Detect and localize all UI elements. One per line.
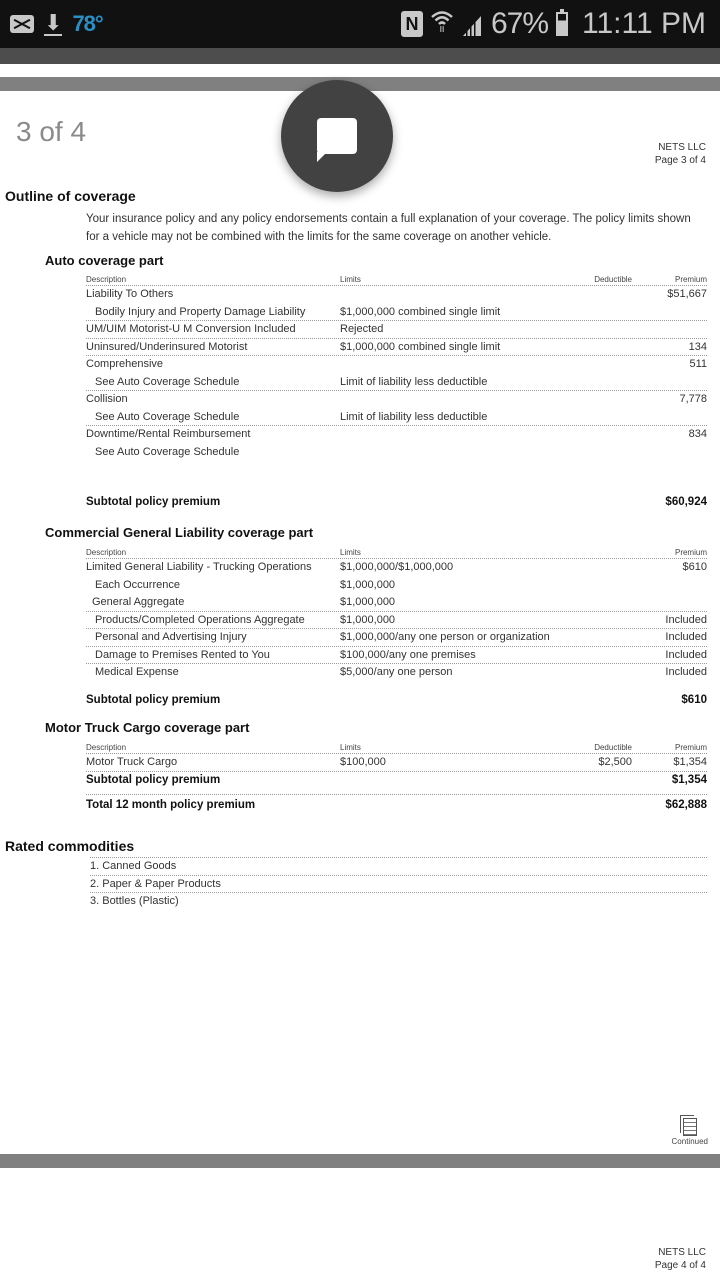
auto-coverage-heading: Auto coverage part (45, 253, 164, 268)
cgl-coverage-heading: Commercial General Liability coverage part (45, 525, 314, 540)
document-stack-icon (683, 1118, 697, 1136)
subtotal-row: Subtotal policy premium $1,354 (86, 773, 707, 786)
app-bar (0, 48, 720, 64)
commodities-heading: Rated commodities (5, 838, 135, 854)
document-page-4[interactable] (0, 1168, 720, 1280)
page-number: Page 4 of 4 (654, 1260, 706, 1271)
section-title: Outline of coverage (5, 188, 136, 204)
auto-subtotal (86, 494, 707, 512)
table-row: See Auto Coverage Schedule Limit of liability less deductible (86, 374, 707, 392)
table-row: Limited General Liability - Trucking Operations $1,000,000/$1,000,000 $610 (86, 561, 707, 573)
table-header: Description Limits Deductible Premium (86, 272, 707, 286)
status-bar (0, 0, 720, 48)
table-row: General Aggregate $1,000,000 (86, 594, 707, 612)
commodities-list (90, 845, 707, 911)
battery-percent: 67% (490, 7, 549, 40)
company-name: NETS LLC (658, 142, 706, 153)
table-row: Each Occurrence $1,000,000 (95, 578, 396, 591)
wifi-icon (431, 9, 453, 39)
list-item: 3. Bottles (Plastic) (90, 895, 179, 907)
nfc-icon: N (401, 11, 423, 37)
table-row: Damage to Premises Rented to You $100,000/any one premises Included (86, 647, 707, 665)
page-header (655, 1246, 706, 1272)
cargo-coverage-table (86, 740, 707, 814)
download-icon: ⬇ (44, 10, 63, 35)
page-indicator: 3 of 4 (16, 116, 87, 147)
page-number: Page 3 of 4 (654, 155, 706, 166)
cargo-coverage-heading: Motor Truck Cargo coverage part (45, 720, 250, 735)
subtotal-label: Subtotal policy premium (86, 694, 221, 706)
table-header: Description Limits Premium (86, 545, 707, 559)
table-header: Description Limits Deductible Premium (86, 740, 707, 754)
table-row: Motor Truck Cargo $100,000 $2,500 $1,354 (86, 754, 707, 772)
cgl-coverage-table (86, 545, 707, 682)
table-row: UM/UIM Motorist-U M Conversion Included Rejected (86, 321, 707, 339)
table-row: Medical Expense $5,000/any one person Included (95, 666, 707, 678)
comment-button[interactable] (281, 80, 393, 192)
subtotal-value: $610 (681, 694, 707, 706)
page-header (655, 141, 706, 167)
continued-marker: Continued (672, 1118, 708, 1146)
total-row: Total 12 month policy premium $62,888 (86, 794, 707, 814)
table-row: Comprehensive 511 (86, 358, 707, 370)
clock: 11:11 PM (582, 7, 706, 40)
table-row: Liability To Others $51,667 (86, 288, 707, 300)
subtotal-label: Subtotal policy premium (86, 496, 221, 508)
table-row: Personal and Advertising Injury $1,000,000/any one person or organization Included (86, 629, 707, 647)
table-row: Collision 7,778 (86, 393, 707, 405)
list-item: 1. Canned Goods (90, 858, 707, 876)
weather-temperature: 78° (72, 11, 103, 36)
page-separator (0, 1154, 720, 1168)
company-name: NETS LLC (658, 1247, 706, 1258)
table-row: Downtime/Rental Reimbursement 834 (86, 428, 707, 440)
list-item: 2. Paper & Paper Products (90, 876, 707, 894)
table-row: Products/Completed Operations Aggregate $1,000,000 Included (86, 612, 707, 630)
comment-icon (317, 118, 357, 154)
cgl-subtotal (86, 692, 707, 710)
auto-coverage-table (86, 272, 707, 461)
table-row: See Auto Coverage Schedule (95, 445, 240, 458)
table-row: See Auto Coverage Schedule Limit of liability less deductible (86, 409, 707, 427)
table-row: Uninsured/Underinsured Motorist $1,000,000 combined single limit 134 (86, 339, 707, 357)
battery-icon (556, 12, 568, 36)
table-row: Bodily Injury and Property Damage Liability $1,000,000 combined single limit (86, 304, 707, 322)
mail-icon (10, 15, 34, 33)
signal-icon (461, 13, 483, 35)
subtotal-value: $60,924 (665, 496, 707, 508)
intro-paragraph: Your insurance policy and any policy endorsements contain a full explanation of your coverage. The policy limits shown for a vehicle may not be combined with the limits for the same coverage on another vehicle. (86, 213, 691, 243)
